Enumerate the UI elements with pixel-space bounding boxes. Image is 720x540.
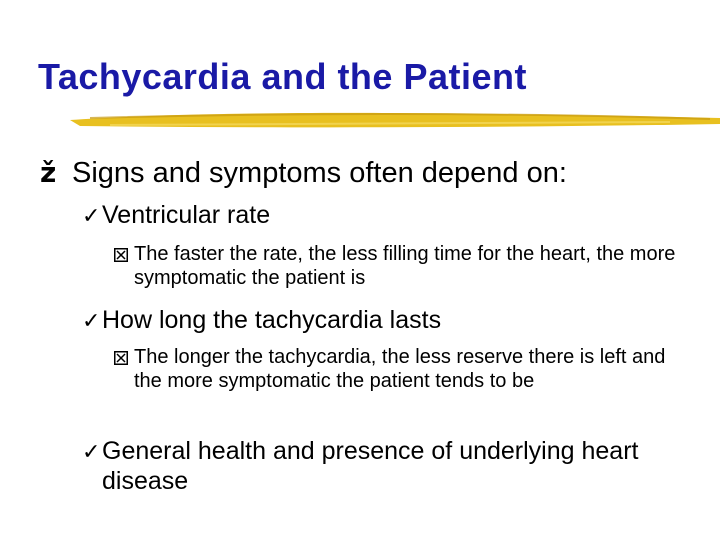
x-box-icon xyxy=(114,248,128,262)
bullet-item-general-health xyxy=(82,436,662,496)
sub-bullet-faster-rate xyxy=(114,242,684,290)
sub-bullet-longer-tachycardia xyxy=(114,345,684,393)
bullet-item-text: How long the tachycardia lasts xyxy=(102,306,442,334)
bullet-level1 xyxy=(40,156,680,190)
checkmark-icon: ✓ xyxy=(82,204,101,229)
bullet-item-text: Ventricular rate xyxy=(102,201,271,229)
sub-bullet-text: The longer the tachycardia, the less reserve there is left and the more symptomatic the patient tends to be xyxy=(134,346,666,392)
title-underline-brushstroke xyxy=(70,106,720,132)
x-box-icon xyxy=(114,351,128,365)
bullet-item-ventricular-rate xyxy=(82,200,682,230)
checkmark-icon: ✓ xyxy=(82,309,101,334)
z-bullet-icon: ž xyxy=(40,156,57,189)
bullet-item-duration xyxy=(82,305,682,335)
bullet-item-text: General health and presence of underlying heart disease xyxy=(102,437,639,495)
slide-title: Tachycardia and the Patient xyxy=(38,56,527,97)
checkmark-icon: ✓ xyxy=(82,440,101,465)
bullet-level1-text: Signs and symptoms often depend on: xyxy=(72,157,567,189)
sub-bullet-text: The faster the rate, the less filling time for the heart, the more symptomatic the patient is xyxy=(134,243,676,289)
